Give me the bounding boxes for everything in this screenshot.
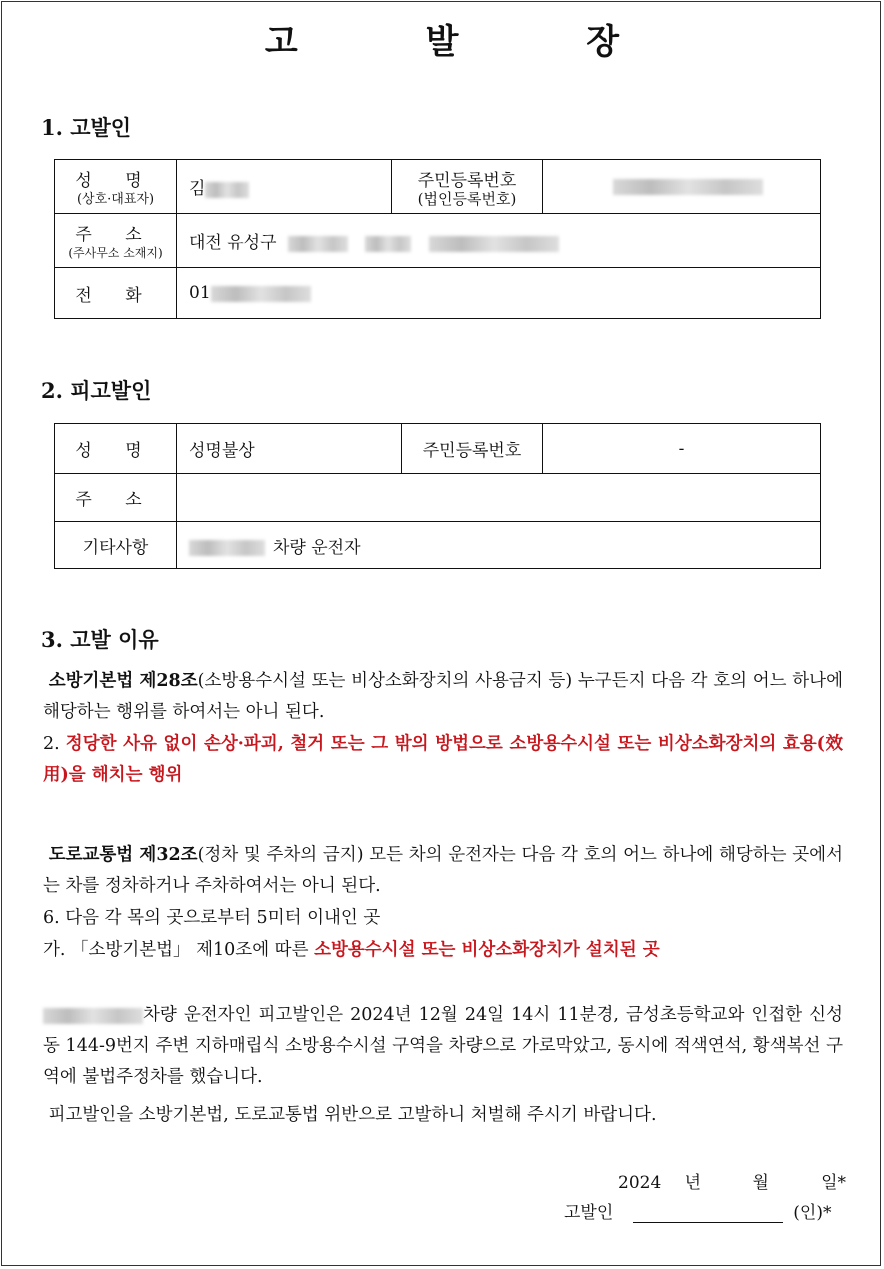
law2-title: 도로교통법 제32조	[48, 845, 198, 865]
accuser-phone-cell	[177, 268, 821, 319]
accused-rrn-label: 주민등록번호	[422, 441, 522, 461]
section2-heading: 2. 피고발인	[41, 378, 152, 403]
accused-name-value: 성명불상	[189, 441, 255, 461]
accuser-table	[54, 159, 821, 319]
accused-name-label: 성 명	[75, 441, 156, 461]
accuser-rrn-label-cell	[392, 160, 543, 214]
law1-item	[43, 729, 843, 791]
redacted-block	[189, 540, 265, 556]
request-text: 피고발인을 소방기본법, 도로교통법 위반으로 고발하니 처벌해 주시기 바랍니다.	[48, 1105, 657, 1125]
accused-etc-value: 차량 운전자	[273, 537, 361, 558]
accuser-rrn-label: 주민등록번호	[417, 170, 517, 191]
accused-address-label: 주 소	[75, 490, 156, 510]
accuser-name-sub: (상호·대표자)	[76, 191, 155, 207]
accuser-rrn-cell	[543, 160, 821, 214]
date-month-unit: 월	[752, 1173, 769, 1193]
law2-item-ga	[43, 935, 843, 966]
accuser-address-cell	[177, 214, 821, 268]
accuser-phone-value: 01	[189, 283, 211, 303]
date-year: 2024	[618, 1173, 662, 1193]
section1-heading: 1. 고발인	[41, 115, 132, 140]
section3-heading: 3. 고발 이유	[41, 627, 159, 652]
seal-mark: (인)*	[793, 1203, 832, 1223]
accuser-name-label-cell	[55, 160, 177, 214]
document-title: 고 발 장	[264, 22, 678, 62]
accused-address-cell	[177, 474, 821, 522]
accused-rrn-value: -	[678, 438, 685, 459]
redacted-block	[205, 182, 249, 198]
law2-text: (정차 및 주차의 금지) 모든 차의 운전자는 다음 각 호의 어느 하나에 해당하는 곳에서는 차를 정차하거나 주차하여서는 아니 된다.	[43, 845, 843, 896]
story-paragraph	[43, 1000, 843, 1093]
date-year-unit: 년	[684, 1173, 702, 1193]
accuser-signature-label: 고발인	[564, 1203, 614, 1223]
law1-item-text: 정당한 사유 없이 손상·파괴, 철거 또는 그 밖의 방법으로 소방용수시설 또는 비상소화장치의 효용(效用)을 해치는 행위	[43, 734, 843, 785]
date-line	[618, 1168, 846, 1193]
accused-etc-label: 기타사항	[82, 537, 149, 558]
accuser-name-cell	[177, 160, 392, 214]
accuser-name-value: 김	[189, 179, 206, 199]
accused-name-label-cell	[55, 424, 177, 474]
law1-paragraph	[43, 666, 843, 728]
accuser-address-label-cell	[55, 214, 177, 268]
redacted-block	[365, 236, 411, 252]
redacted-block	[211, 286, 311, 302]
law2-item-ga-red: 소방용수시설 또는 비상소화장치가 설치된 곳	[314, 940, 660, 960]
accused-name-cell	[177, 424, 402, 474]
redacted-block	[43, 1008, 143, 1024]
accuser-address-label: 주 소	[75, 224, 156, 245]
law2-paragraph	[43, 840, 843, 902]
accused-etc-label-cell	[55, 522, 177, 569]
accuser-signature-line	[564, 1198, 831, 1223]
redacted-block	[613, 179, 763, 195]
accused-address-label-cell	[55, 474, 177, 522]
accused-rrn-label-cell	[402, 424, 543, 474]
accuser-phone-label: 전 화	[75, 285, 156, 306]
accuser-address-value: 대전 유성구	[189, 233, 277, 253]
redacted-block	[429, 236, 559, 252]
accuser-rrn-sub: (법인등록번호)	[417, 189, 517, 208]
accuser-phone-label-cell	[55, 268, 177, 319]
accuser-name-label: 성 명	[75, 170, 156, 191]
law1-item-number: 2.	[43, 734, 60, 754]
accused-rrn-cell	[543, 424, 821, 474]
story-text: 차량 운전자인 피고발인은 2024년 12월 24일 14시 11분경, 금성초등학교와 인접한 신성동 144-9번지 주변 지하매립식 소방용수시설 구역을 차량으로 가로막았고, 동시에 적색연석, 황색복선 구역에 불법주정차를 했습니다.	[43, 1005, 843, 1087]
law1-text: (소방용수시설 또는 비상소화장치의 사용금지 등) 누구든지 다음 각 호의 어느 하나에 해당하는 행위를 하여서는 아니 된다.	[43, 671, 843, 722]
law2-item-6: 6. 다음 각 목의 곳으로부터 5미터 이내인 곳	[43, 908, 381, 928]
accused-etc-cell	[177, 522, 821, 569]
redacted-block	[288, 236, 348, 252]
signature-blank	[633, 1204, 783, 1223]
law1-title: 소방기본법 제28조	[48, 671, 198, 691]
date-day-unit: 일*	[821, 1173, 846, 1193]
accuser-address-sub: (주사무소 소재지)	[68, 245, 163, 260]
accused-table	[54, 423, 821, 569]
request-paragraph	[43, 1100, 843, 1131]
law2-item-ga-text: 가. 「소방기본법」 제10조에 따른	[43, 940, 309, 960]
